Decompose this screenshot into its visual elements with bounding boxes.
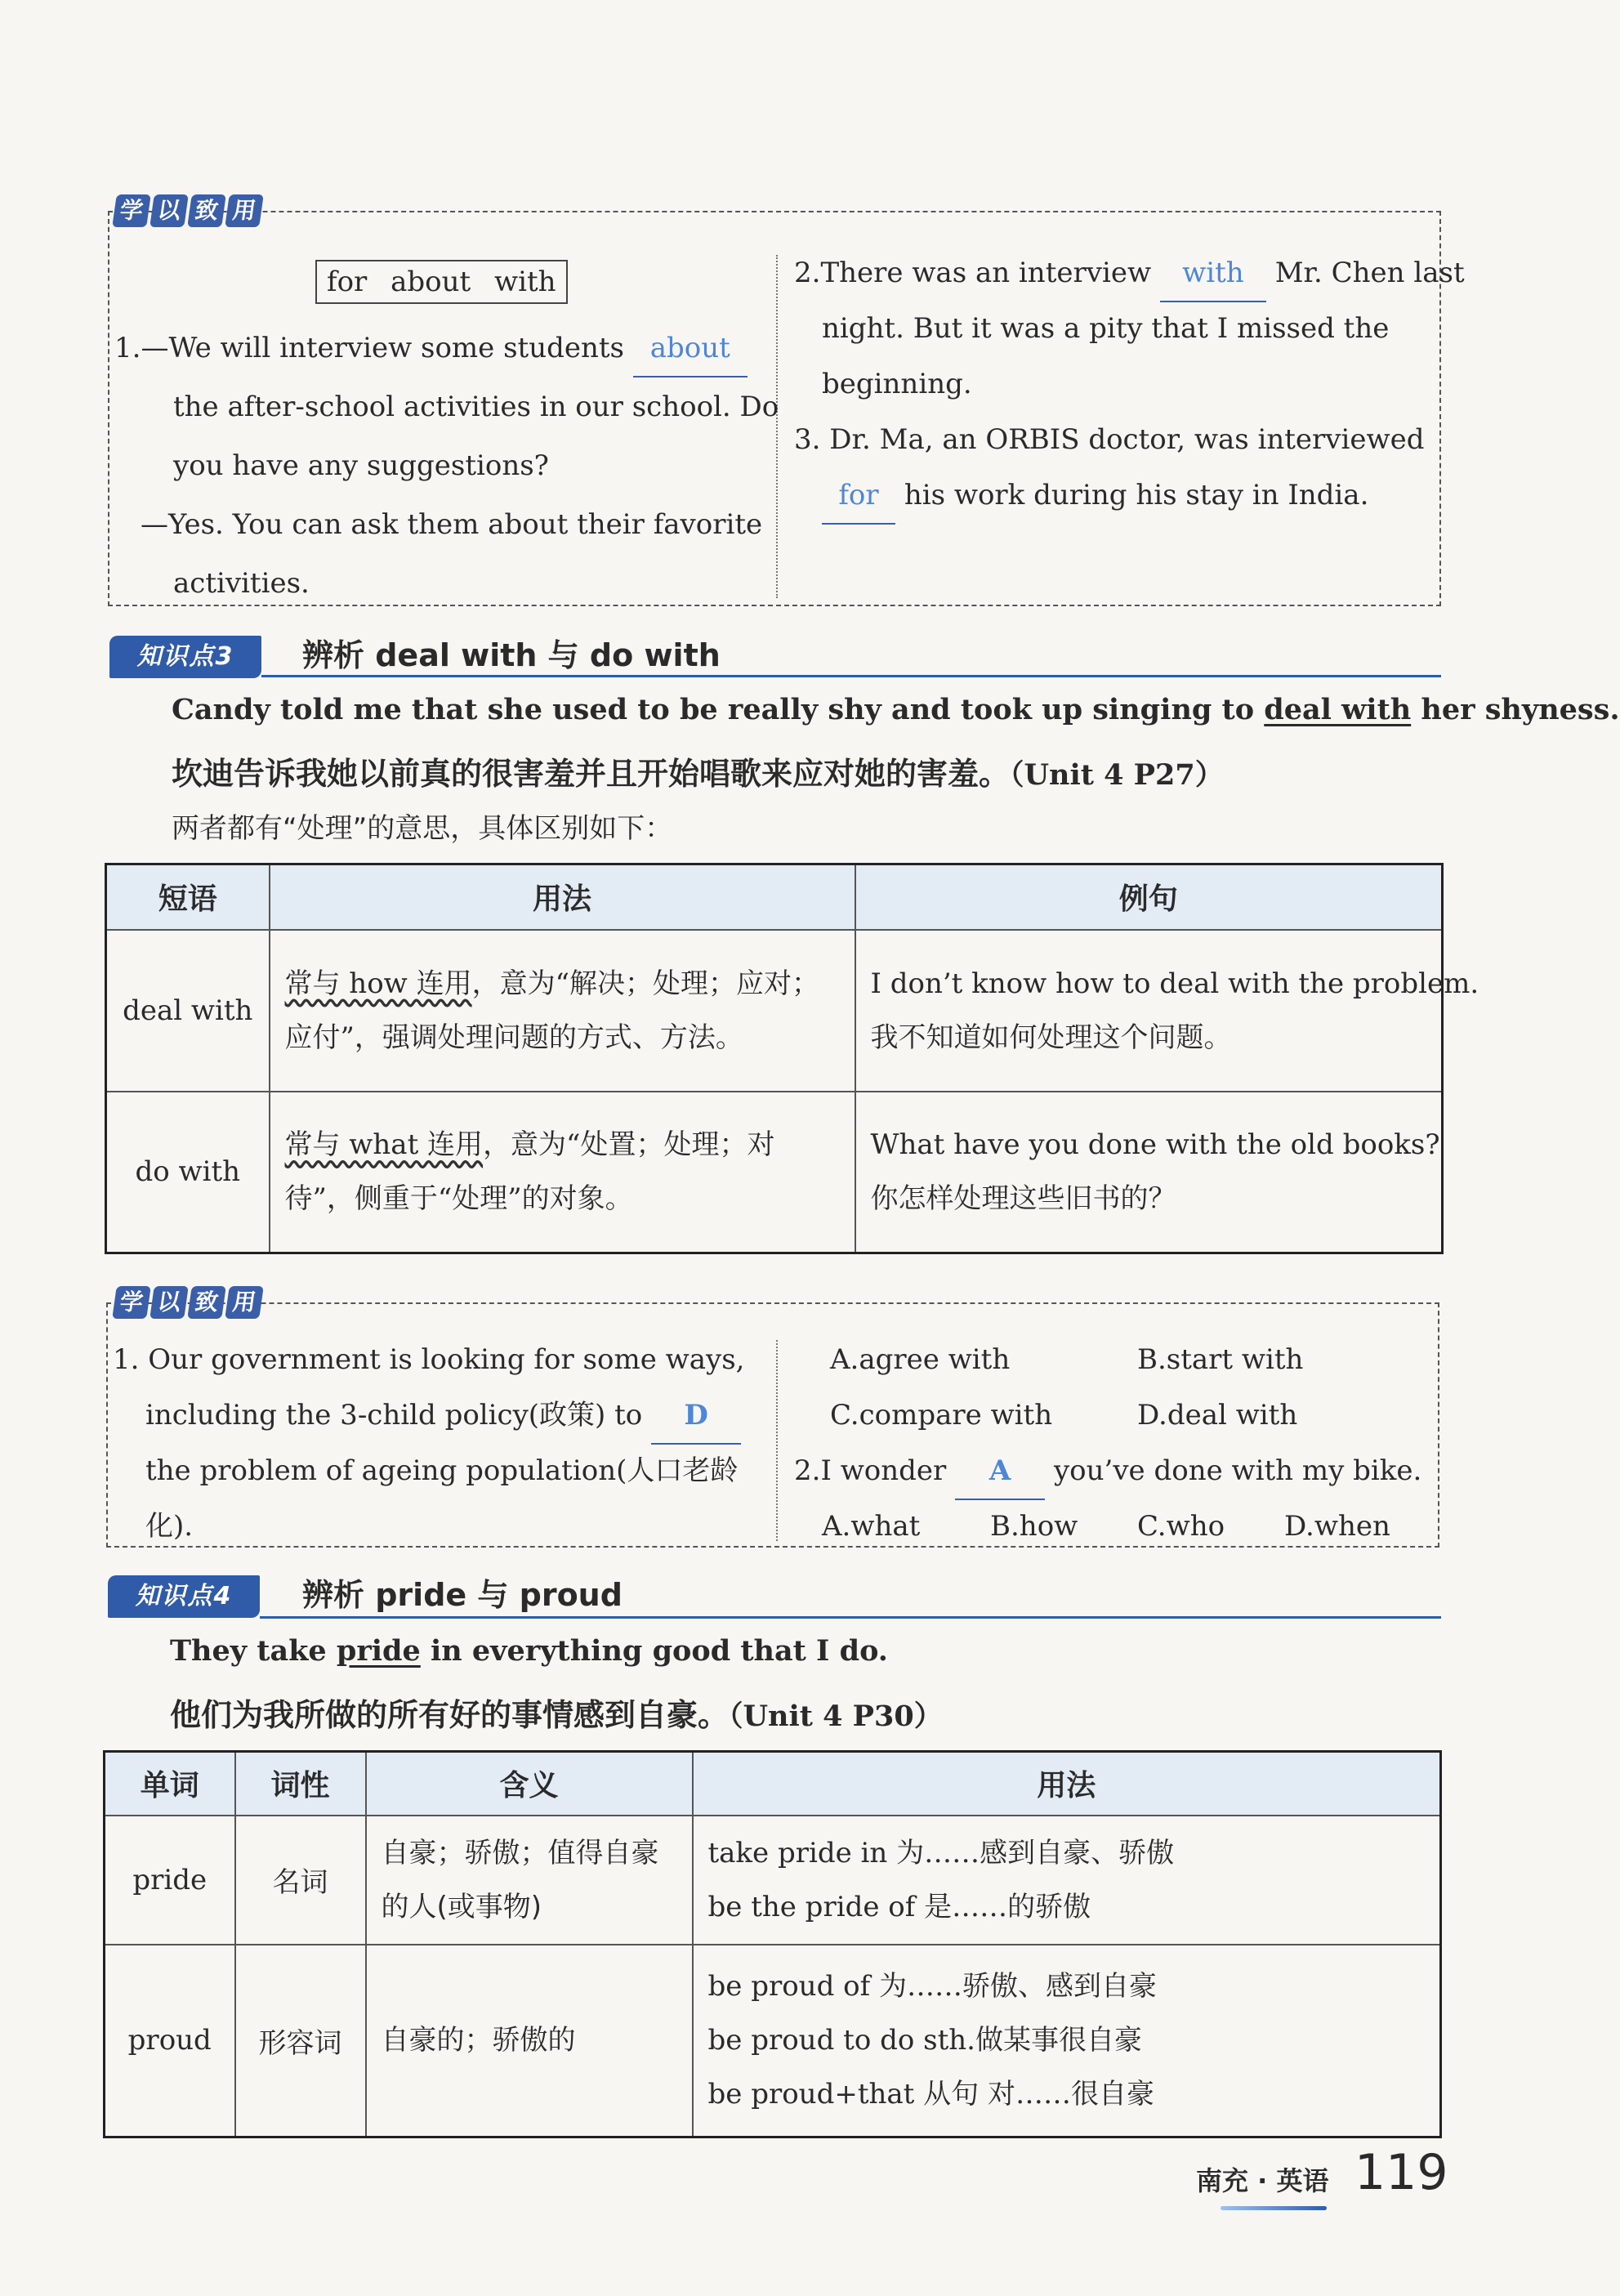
question-2: [794, 245, 1465, 302]
question-1: [113, 1332, 744, 1387]
question-number: 1.: [113, 1343, 140, 1376]
table-header: 含义: [366, 1752, 693, 1816]
question-text: There was an interview: [820, 257, 1152, 289]
question-number: 3.: [794, 423, 821, 456]
example-en: What have you done with the old books?: [870, 1128, 1440, 1162]
intro-note: 两者都有“处理”的意思，具体区别如下：: [172, 812, 673, 845]
option[interactable]: C.who: [1137, 1510, 1225, 1543]
source-ref: （Unit 4 P30）: [729, 1700, 943, 1733]
table-row: [106, 930, 1443, 1092]
question-1-line-3: the problem of ageing population(人口老龄: [145, 1454, 739, 1487]
usage-highlight: 常与 what 连用: [284, 1128, 484, 1162]
tag-char: 以: [150, 1286, 189, 1319]
knowledge-point-badge-3: 知识点3: [109, 636, 261, 678]
tag-char: 致: [187, 1286, 226, 1319]
table-header: 词性: [235, 1752, 366, 1816]
question-text: including the 3-child policy(政策) to: [145, 1399, 643, 1432]
question-number: 2.: [794, 1454, 821, 1487]
option[interactable]: A.what: [822, 1510, 921, 1543]
comparison-table-1: [105, 863, 1479, 1254]
meaning-cell: [366, 1816, 693, 1945]
table-header: 例句: [855, 864, 1443, 930]
answer-blank[interactable]: with: [1160, 245, 1266, 302]
table-header: 短语: [106, 864, 270, 930]
table-row: [105, 1945, 1441, 2137]
question-text: Dr. Ma, an ORBIS doctor, was interviewed: [829, 423, 1425, 456]
table-row: [105, 1816, 1441, 1945]
usage-highlight: 常与 how 连用: [284, 967, 472, 1000]
page-number: 119: [1354, 2144, 1448, 2201]
footer-label: 南充 · 英语: [1196, 2165, 1329, 2196]
question-1-line-2: the after-school activities in our school. Do: [173, 391, 779, 423]
comparison-table-2: [103, 1750, 1442, 2138]
question-1-line-4: —Yes. You can ask them about their favorite: [141, 508, 763, 541]
answer-blank[interactable]: A: [955, 1443, 1045, 1500]
word-cell: pride: [105, 1816, 235, 1945]
meaning-text: 自豪的；骄傲的: [381, 2024, 576, 2057]
pos-cell: 形容词: [235, 1945, 366, 2137]
source-ref: （Unit 4 P27）: [1010, 758, 1224, 792]
question-text: Mr. Chen last: [1274, 257, 1465, 289]
table-header: 用法: [693, 1752, 1441, 1816]
example-sentence: [172, 693, 1620, 726]
practice-tag-1: [114, 194, 261, 227]
table-header: 用法: [270, 864, 855, 930]
question-1-line-2: [145, 1387, 741, 1445]
example-cell: [855, 930, 1479, 1092]
option[interactable]: B.how: [990, 1510, 1078, 1543]
example-zh: 我不知道如何处理这个问题。: [870, 1021, 1232, 1054]
translation-text: 他们为我所做的所有好的事情感到自豪。: [170, 1697, 730, 1733]
tag-char: 学: [112, 194, 151, 227]
question-1-line-5: activities.: [173, 567, 310, 600]
answer-blank[interactable]: for: [822, 467, 895, 525]
translation-text: 坎迪告诉我她以前真的很害羞并且开始唱歌来应对她的害羞。: [172, 756, 1011, 792]
usage-text: be proud to do sth.做某事很自豪: [707, 2024, 1142, 2057]
example-zh: 你怎样处理这些旧书的？: [870, 1182, 1176, 1216]
column-divider: [776, 1340, 778, 1541]
question-number: 2.: [794, 257, 821, 289]
answer-blank[interactable]: about: [633, 320, 748, 377]
example-en: I don’t know how to deal with the problem.: [870, 967, 1479, 1000]
usage-text: be proud of 为……骄傲、感到自豪: [707, 1970, 1158, 2003]
question-text: —We will interview some students: [141, 332, 624, 364]
question-2: [794, 1443, 1421, 1500]
phrase-cell: do with: [106, 1092, 270, 1253]
pos-cell: 名词: [235, 1816, 366, 1945]
knowledge-point-badge-4: 知识点4: [108, 1575, 260, 1618]
sentence-translation: [170, 1690, 943, 1735]
question-text: Our government is looking for some ways,: [148, 1343, 745, 1376]
option[interactable]: D.deal with: [1137, 1399, 1298, 1432]
sentence-translation: [172, 748, 1224, 793]
option[interactable]: C.compare with: [830, 1399, 1053, 1432]
table-header: 单词: [105, 1752, 235, 1816]
question-1-line-3: you have any suggestions?: [173, 449, 549, 482]
usage-cell: [270, 930, 855, 1092]
usage-text: ，意为“处置；处理；对: [483, 1128, 775, 1162]
footer-accent-bar: [1221, 2206, 1327, 2210]
meaning-text: 的人(或事物): [381, 1890, 542, 1923]
question-text: I wonder: [820, 1454, 947, 1487]
tag-char: 用: [225, 194, 264, 227]
meaning-cell: [366, 1945, 693, 2137]
meaning-text: 自豪；骄傲；值得自豪: [381, 1836, 659, 1869]
example-sentence: [170, 1634, 888, 1668]
usage-text: be the pride of 是……的骄傲: [707, 1890, 1091, 1923]
usage-cell: [270, 1092, 855, 1253]
knowledge-point-title-4: 辨析 pride 与 proud: [302, 1577, 623, 1613]
question-text: you’ve done with my bike.: [1053, 1454, 1422, 1487]
sentence-part: in everything good that I do.: [420, 1634, 888, 1668]
sentence-part: her shyness.: [1411, 693, 1620, 726]
usage-text: ，意为“解决；处理；应对；: [471, 967, 819, 1000]
answer-blank[interactable]: D: [651, 1387, 741, 1445]
question-1-line-4: 化).: [145, 1510, 194, 1543]
key-word: pride: [336, 1634, 421, 1668]
usage-cell: [693, 1816, 1441, 1945]
question-2-line-3: beginning.: [822, 368, 972, 400]
question-2-line-2: night. But it was a pity that I missed the: [822, 312, 1390, 345]
option[interactable]: D.when: [1284, 1510, 1390, 1543]
question-3: [794, 412, 1425, 467]
title-underline: [260, 1616, 1441, 1619]
question-3-line-2: [822, 467, 1368, 525]
usage-cell: [693, 1945, 1441, 2137]
usage-text: 待”，侧重于“处理”的对象。: [284, 1182, 633, 1216]
usage-text: take pride in 为……感到自豪、骄傲: [707, 1836, 1175, 1869]
tag-char: 学: [112, 1286, 151, 1319]
tag-char: 以: [150, 194, 189, 227]
knowledge-point-title-3: 辨析 deal with 与 do with: [302, 637, 721, 673]
sentence-part: They take: [170, 1634, 337, 1668]
option[interactable]: B.start with: [1137, 1343, 1304, 1376]
tag-char: 用: [225, 1286, 264, 1319]
option[interactable]: A.agree with: [830, 1343, 1011, 1376]
practice-tag-2: [114, 1286, 261, 1319]
usage-text: 应付”，强调处理问题的方式、方法。: [284, 1021, 743, 1054]
phrase-cell: deal with: [106, 930, 270, 1092]
word-bank: for about with: [315, 260, 568, 304]
question-1: [114, 320, 748, 377]
table-row: [106, 1092, 1443, 1253]
sentence-part: Candy told me that she used to be really shy and took up singing to: [172, 693, 1265, 726]
key-phrase: deal with: [1264, 693, 1412, 726]
question-number: 1.: [114, 332, 141, 364]
example-cell: [855, 1092, 1443, 1253]
title-underline: [261, 675, 1441, 677]
word-cell: proud: [105, 1945, 235, 2137]
question-text: his work during his stay in India.: [904, 479, 1369, 511]
tag-char: 致: [187, 194, 226, 227]
usage-text: be proud+that 从句 对……很自豪: [707, 2078, 1154, 2111]
